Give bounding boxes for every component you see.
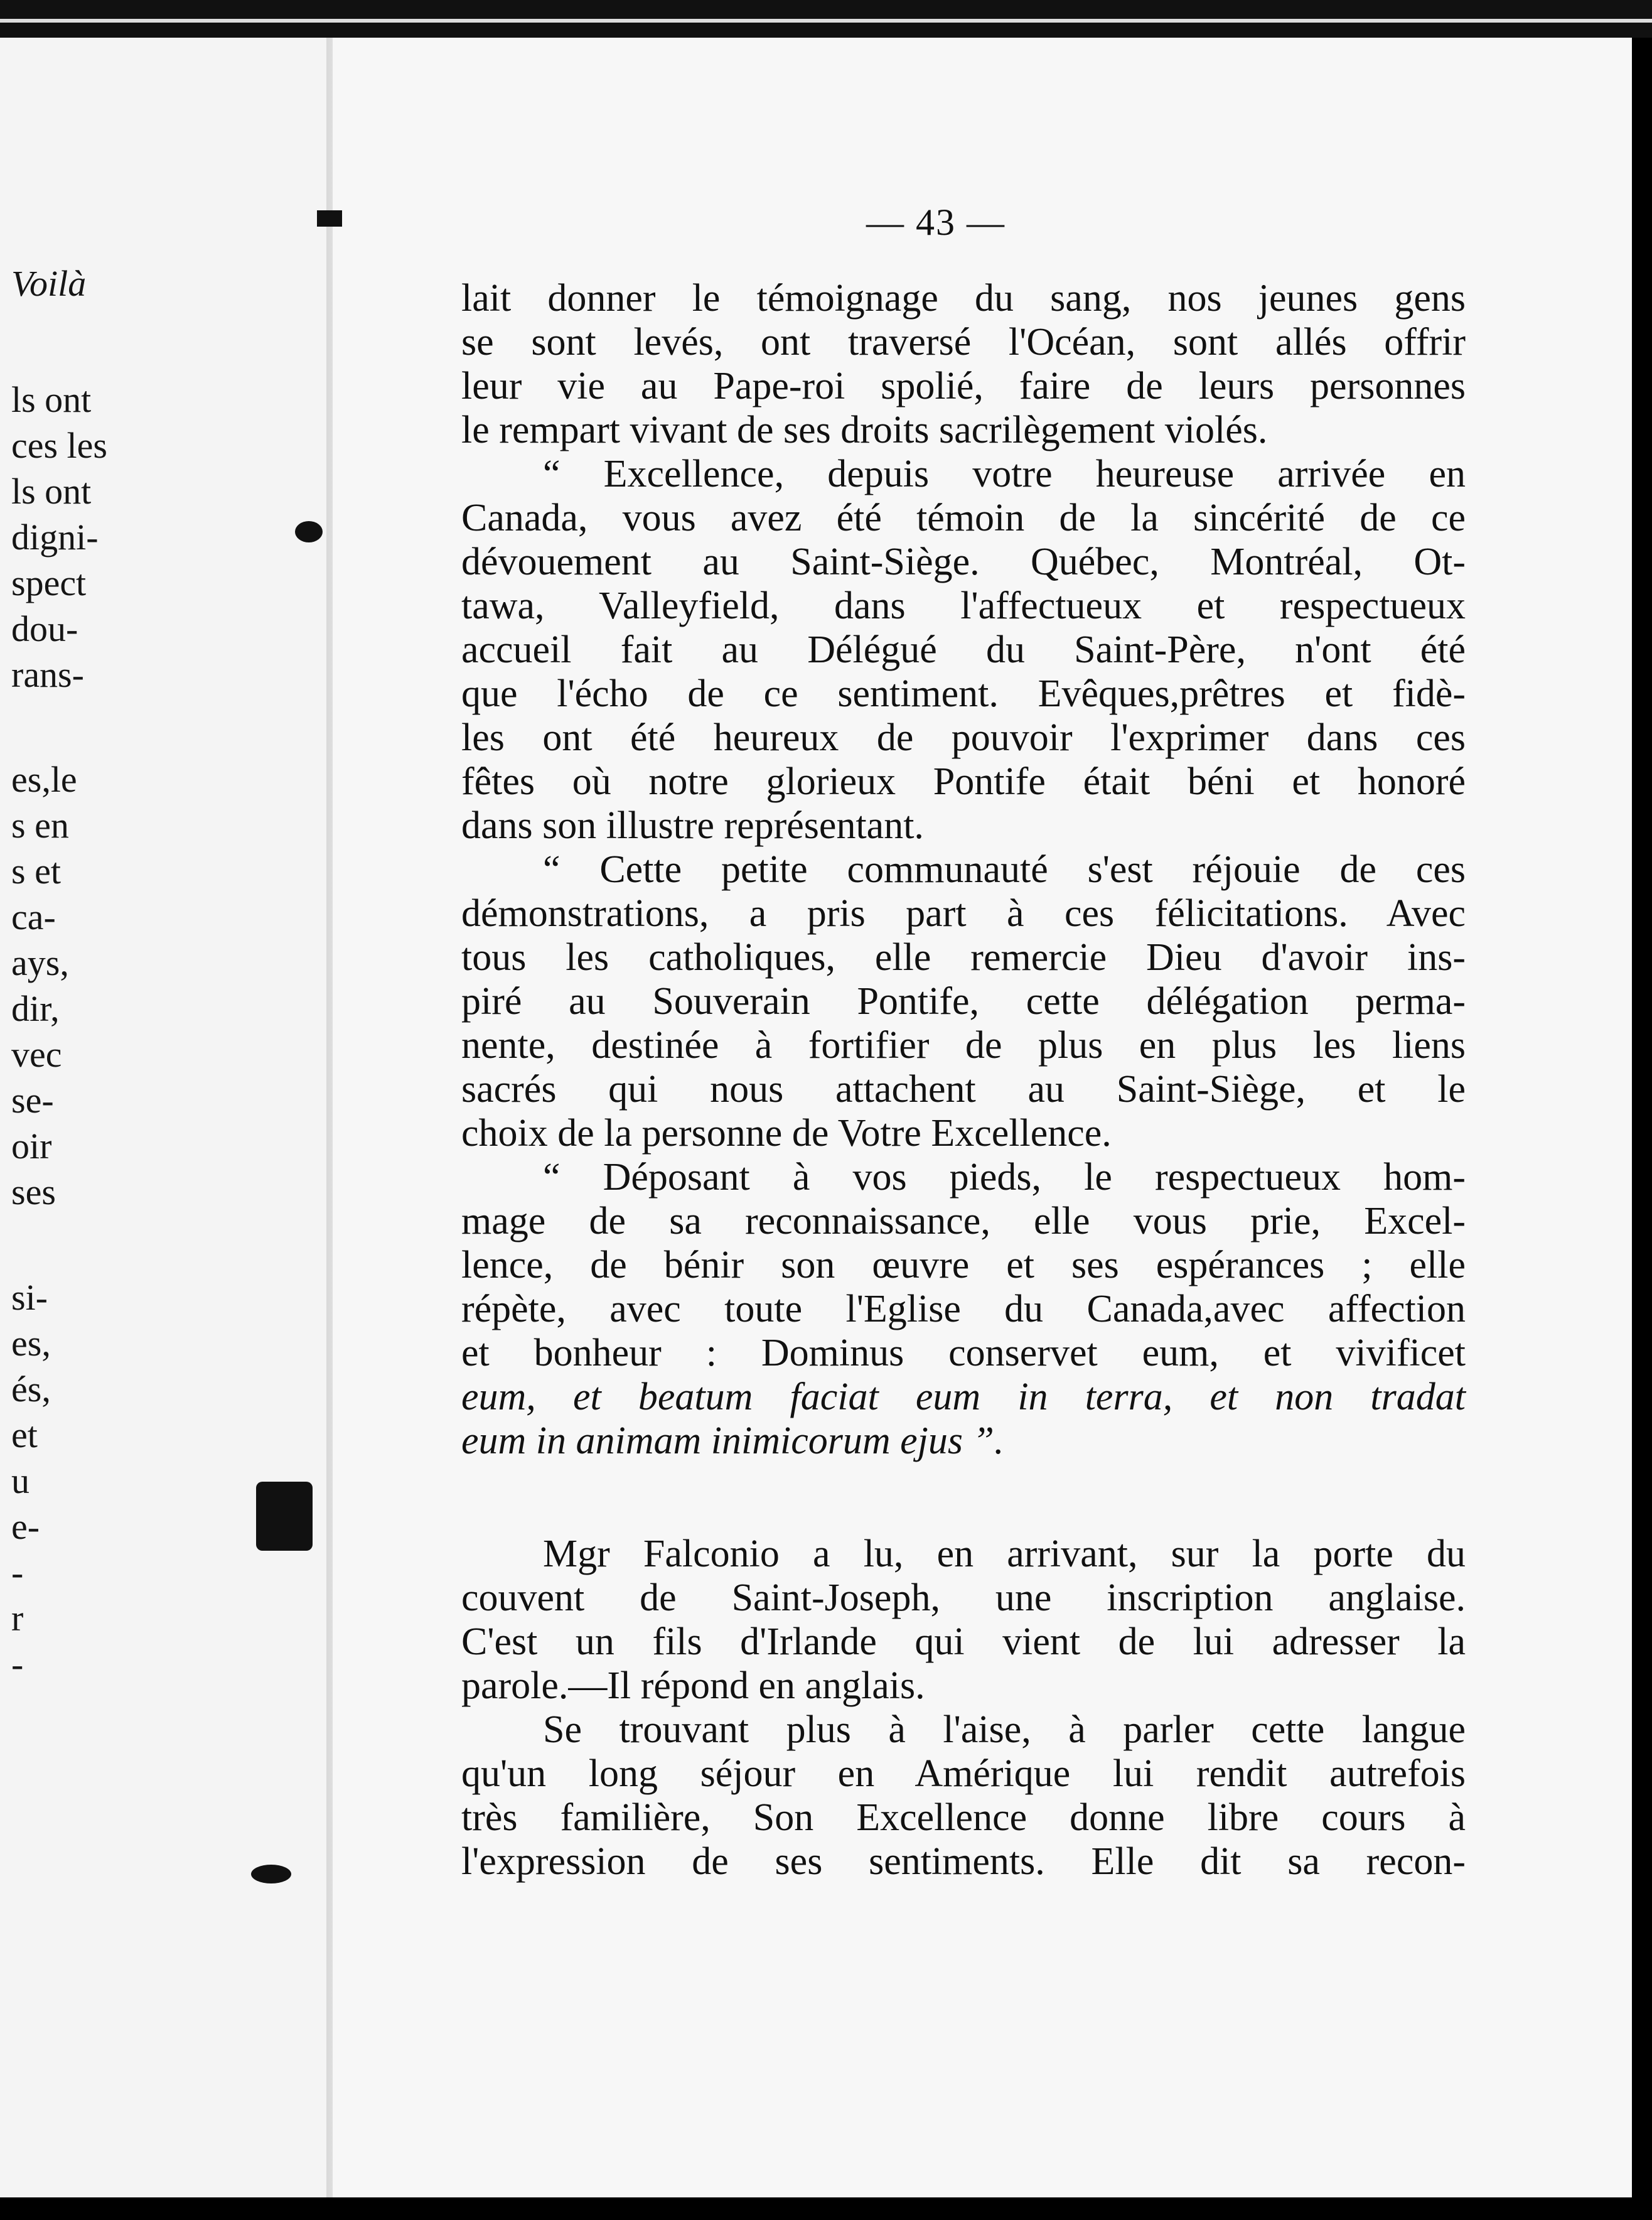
text-line: mage de sa reconnaissance, elle vous prie, Excel-	[461, 1200, 1466, 1242]
left-page-fragment: rans-	[11, 654, 84, 695]
text-line: tawa, Valleyfield, dans l'affectueux et respectueux	[461, 585, 1466, 627]
text-line: sacrés qui nous attachent au Saint-Siège, et le	[461, 1068, 1466, 1111]
left-page-fragment: ces les	[11, 425, 107, 466]
paragraph-gap	[461, 1463, 1466, 1532]
left-page-fragment: digni-	[11, 517, 99, 558]
text-line: “ Cette petite communauté s'est réjouie de ces	[543, 848, 1466, 891]
text-line: lait donner le témoignage du sang, nos jeunes gens	[461, 277, 1466, 320]
left-page-fragment: és,	[11, 1369, 51, 1409]
text-line: leur vie au Pape-roi spolié, faire de leurs personnes	[461, 365, 1466, 407]
left-page-fragment: -	[11, 1644, 24, 1684]
left-page-fragment: si-	[11, 1277, 48, 1318]
left-page-fragment: ays,	[11, 942, 69, 983]
left-page-fragment: oir	[11, 1126, 52, 1167]
left-page-fragment: et	[11, 1414, 38, 1455]
left-page-fragment: vec	[11, 1034, 62, 1075]
text-line: dévouement au Saint-Siège. Québec, Montréal, Ot-	[461, 541, 1466, 583]
binding-ink-mark	[295, 521, 323, 542]
scan-top-edge	[0, 0, 1652, 38]
text-line: le rempart vivant de ses droits sacrilègement violés.	[461, 409, 1268, 451]
text-line: accueil fait au Délégué du Saint-Père, n'ont été	[461, 628, 1466, 671]
text-line: fêtes où notre glorieux Pontife était béni et honoré	[461, 760, 1466, 803]
left-page-fragment: s en	[11, 805, 69, 846]
text-line: tous les catholiques, elle remercie Dieu d'avoir ins-	[461, 936, 1466, 979]
left-page-fragment: spect	[11, 563, 87, 603]
text-line: que l'écho de ce sentiment. Evêques,prêtres et fidè-	[461, 672, 1466, 715]
body-text	[461, 276, 1466, 1883]
left-page-fragment: ses	[11, 1172, 56, 1212]
left-page-fragment: -	[11, 1552, 24, 1593]
text-line: et bonheur : Dominus conservet eum, et vivificet	[461, 1332, 1466, 1374]
text-line: Mgr Falconio a lu, en arrivant, sur la porte du	[543, 1533, 1466, 1575]
binding-ink-mark	[317, 210, 342, 227]
page-number: — 43 —	[866, 202, 1006, 243]
left-page-fragment: ls ont	[11, 471, 92, 512]
left-page-fragment: Voilà	[11, 263, 87, 304]
text-line: lence, de bénir son œuvre et ses espérances ; elle	[461, 1244, 1466, 1286]
text-line: qu'un long séjour en Amérique lui rendit autrefois	[461, 1752, 1466, 1795]
text-line: se sont levés, ont traversé l'Océan, sont allés offrir	[461, 321, 1466, 364]
left-page-fragment: ca-	[11, 897, 56, 937]
text-line: eum, et beatum faciat eum in terra, et non tradat	[461, 1376, 1466, 1418]
text-line: répète, avec toute l'Eglise du Canada,avec affection	[461, 1288, 1466, 1330]
left-page-fragment: es,le	[11, 759, 77, 800]
text-line: Se trouvant plus à l'aise, à parler cette langue	[543, 1708, 1466, 1751]
text-line: eum in animam inimicorum ejus ”.	[461, 1420, 1004, 1462]
left-page-fragment: e-	[11, 1506, 40, 1547]
text-line: choix de la personne de Votre Excellence.	[461, 1112, 1112, 1155]
text-line: piré au Souverain Pontife, cette délégation perma-	[461, 980, 1466, 1023]
left-page-fragment: s et	[11, 851, 61, 892]
text-line: “ Déposant à vos pieds, le respectueux hom-	[543, 1156, 1466, 1199]
left-page-fragment: es,	[11, 1323, 51, 1364]
left-page-fragment: dir,	[11, 988, 60, 1029]
left-page-fragment: u	[11, 1460, 30, 1501]
text-line: parole.—Il répond en anglais.	[461, 1664, 925, 1707]
text-line: très familière, Son Excellence donne libre cours à	[461, 1796, 1466, 1839]
left-page-fragment: dou-	[11, 608, 78, 649]
text-line: couvent de Saint-Joseph, une inscription anglaise.	[461, 1576, 1466, 1619]
text-line: dans son illustre représentant.	[461, 804, 924, 847]
left-page-fragment: r	[11, 1598, 24, 1639]
left-page-fragment: se-	[11, 1080, 54, 1121]
page-edge-rule	[0, 19, 1652, 23]
binding-ink-mark	[251, 1865, 291, 1883]
left-page-fragment: ls ont	[11, 379, 92, 420]
text-line: C'est un fils d'Irlande qui vient de lui adresser la	[461, 1620, 1466, 1663]
text-line: Canada, vous avez été témoin de la sincérité de ce	[461, 497, 1466, 539]
text-line: l'expression de ses sentiments. Elle dit sa recon-	[461, 1840, 1466, 1883]
text-line: “ Excellence, depuis votre heureuse arrivée en	[543, 453, 1466, 495]
text-line: nente, destinée à fortifier de plus en plus les liens	[461, 1024, 1466, 1067]
text-line: les ont été heureux de pouvoir l'exprimer dans ces	[461, 716, 1466, 759]
text-line: démonstrations, a pris part à ces félicitations. Avec	[461, 892, 1466, 935]
binding-ink-blot	[256, 1482, 313, 1551]
